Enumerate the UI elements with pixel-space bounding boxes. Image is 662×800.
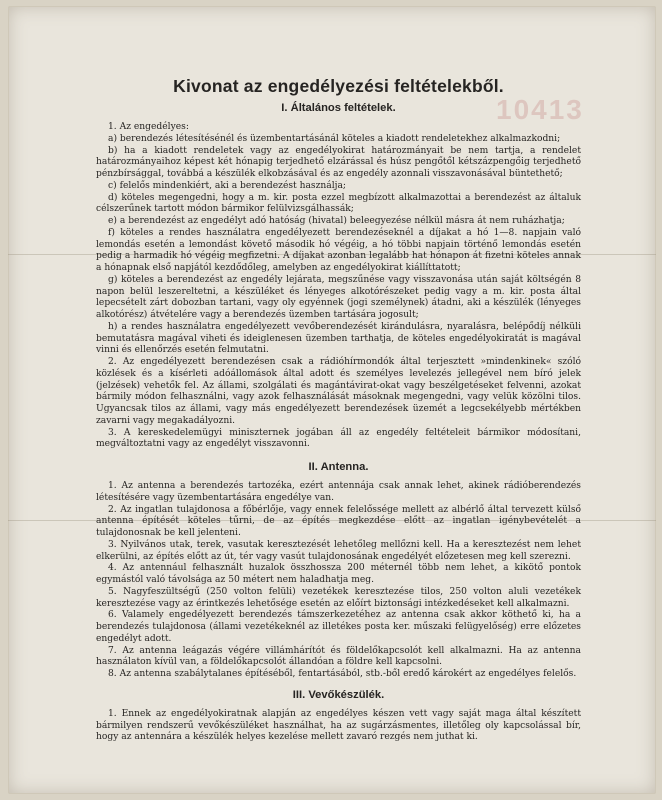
paragraph: 2. Az engedélyezett berendezésen csak a rádióhírmondók által terjesztett »mindenkinek« szóló közlések és a kísérleti adóállomások által adott és személyes levelezés jellegével nem bíró jelek (jelzések) vehetők fel. Az állami, szolgálati és magántávirat-okat vagy beszélgetéseket felvenni, azokat bármily módon felhasználni, vagy azok felhasználását másoknak megengedni, vagy velük közölni tilos. Ugyancsak tilos az állami, vagy más engedélyezett berendezések üzemét a legcsekélyebb mértékben zavarni vagy megakadályozni.: [96, 357, 581, 426]
paragraph: 5. Nagyfeszültségű (250 volton felüli) vezetékek keresztezése tilos, 250 volton aluli vezetékek keresztezése vagy az érintkezés lehetősége esetén az előírt biztonsági intézkedéseket kell alkalmazni.: [96, 586, 581, 609]
section-heading: II. Antenna.: [308, 461, 369, 473]
paragraph: h) a rendes használatra engedélyezett vevőberendezését kirándulásra, nyaralásra, belépődíj nélküli bemutatásra magával viheti és ideiglenesen üzemben tarthatja, de köteles engedélyokiratát is magával vinni és ellenőrzés esetén felmutatni.: [96, 321, 581, 356]
section-heading: III. Vevőkészülék.: [292, 688, 385, 701]
section-antenna: [96, 461, 581, 681]
paragraph: 1. Az engedélyes:: [108, 122, 189, 132]
section-heading: I. Általános feltételek.: [281, 102, 396, 114]
paragraph: b) ha a kiadott rendeletek vagy az engedélyokirat határozmányait be nem tartja, a rendelet határozmányaihoz képest két hónapig terjedhető elzárással és húsz pengőtől kétszázpengőig terjedhető pénzbírsággal, továbbá a készülék elkobzásával és az engedély azonnali visszavonásával büntethető;: [96, 145, 581, 179]
paragraph: 2. Az ingatlan tulajdonosa a főbérlője, vagy ennek felelőssége mellett az albérlő által tervezett külső antenna építését köteles tűrni, de az építés megkezdése előtt az ingatlan igénybevételét a tulajdonosnak be kell jelenteni.: [96, 504, 581, 538]
paragraph: f) köteles a rendes használatra engedélyezett berendezéseknél a díjakat a hó 1—8. napjain való lemondás esetén a lemondást követő második hó végéig, a hó többi napjain történő lemondás esetén pedig a harmadik hó végéig megfizetni. A díjakat azonban legalább hat hónapon át fizetni köteles annak a hónapnak első napjától kezdődőleg, amelyben az engedélyokirat kiállíttatott;: [96, 227, 581, 273]
paragraph: 3. A kereskedelemügyi miniszternek jogában áll az engedély feltételeit bármikor módosítani, megváltoztatni vagy az engedélyt visszavonni.: [96, 427, 581, 450]
paragraph: a) berendezés létesítésénél és üzembentartásánál köteles a kiadott rendeletekhez alkalmazkodni;: [108, 133, 561, 144]
paragraph: g) köteles a berendezést az engedély lejárata, megszűnése vagy visszavonása után saját költségén 8 napon belül leszereltetni, a készüléket és lényeges alkotórészeket pedig vagy a m. kir. posta által lepecsételt zárt dobozban tartani, vagy oly egyénnek (jogi személynek) átadni, aki a készülék (lényeges alkotórész) átvételére vagy a berendezés üzemben tartására jogosult;: [96, 274, 581, 320]
document-title: Kivonat az engedélyezési feltételekből.: [173, 76, 504, 96]
paragraph: e) a berendezést az engedélyt adó hatóság (hivatal) beleegyezése nélkül másra át nem ruházhatja;: [108, 216, 565, 226]
paragraph: 4. Az antennául felhasznált huzalok összhossza 200 méternél több nem lehet, a kikötő pontok egymástól való távolsága az 50 métert nem haladhatja meg.: [96, 563, 581, 585]
paragraph: 6. Valamely engedélyezett berendezés támszerkezetéhez az antenna csak akkor köthető ki, ha a berendezés tulajdonosa (állami vezetékeknél az illetékes posta ker. műszaki felügyelőség) erre előzetes engedélyt adott.: [96, 610, 581, 644]
paragraph: 7. Az antenna leágazás végére villámhárítót és földelőkapcsolót kell alkalmazni. Ha az antenna használaton kívül van, a földelőkapcsolót állandóan a földre kell kapcsolni.: [96, 645, 581, 668]
paragraph: 3. Nyilvános utak, terek, vasutak keresztezését lehetőleg mellőzni kell. Ha a keresztezést nem lehet elkerülni, az építés előtt az út, tér vagy vasút tulajdonosának engedélyét előzetesen meg kell szerezni.: [96, 539, 581, 562]
paragraph: 1. Az antenna a berendezés tartozéka, ezért antennája csak annak lehet, akinek rádióberendezés létesítésére vagy üzembentartására engedélye van.: [96, 481, 581, 503]
document-body: [96, 76, 581, 744]
paragraph: c) felelős mindenkiért, aki a berendezést használja;: [108, 180, 347, 191]
section-receiver: [96, 689, 581, 744]
faded-stamp-number: 10413: [496, 94, 584, 125]
paragraph: 8. Az antenna szabálytalanes építéséből, fentartásából, stb.-ből eredő károkért az engedélyes felelős.: [108, 669, 577, 679]
section-general: [96, 102, 581, 451]
paragraph: d) köteles megengedni, hogy a m. kir. posta ezzel megbízott alkalmazottai a berendezést az általuk célszerűnek tartott módon bármikor felülvizsgálhassák;: [96, 192, 581, 215]
paragraph: 1. Ennek az engedélyokiratnak alapján az engedélyes készen vett vagy saját maga által készített bármilyen rendszerű vevőkészüléket használhat, ha az sugárzásmentes, illetőleg oly kapcsolással bír, hogy az antennára a készülék helyes kezelése mellett zavaró rezgés nem juthat ki.: [96, 708, 581, 743]
